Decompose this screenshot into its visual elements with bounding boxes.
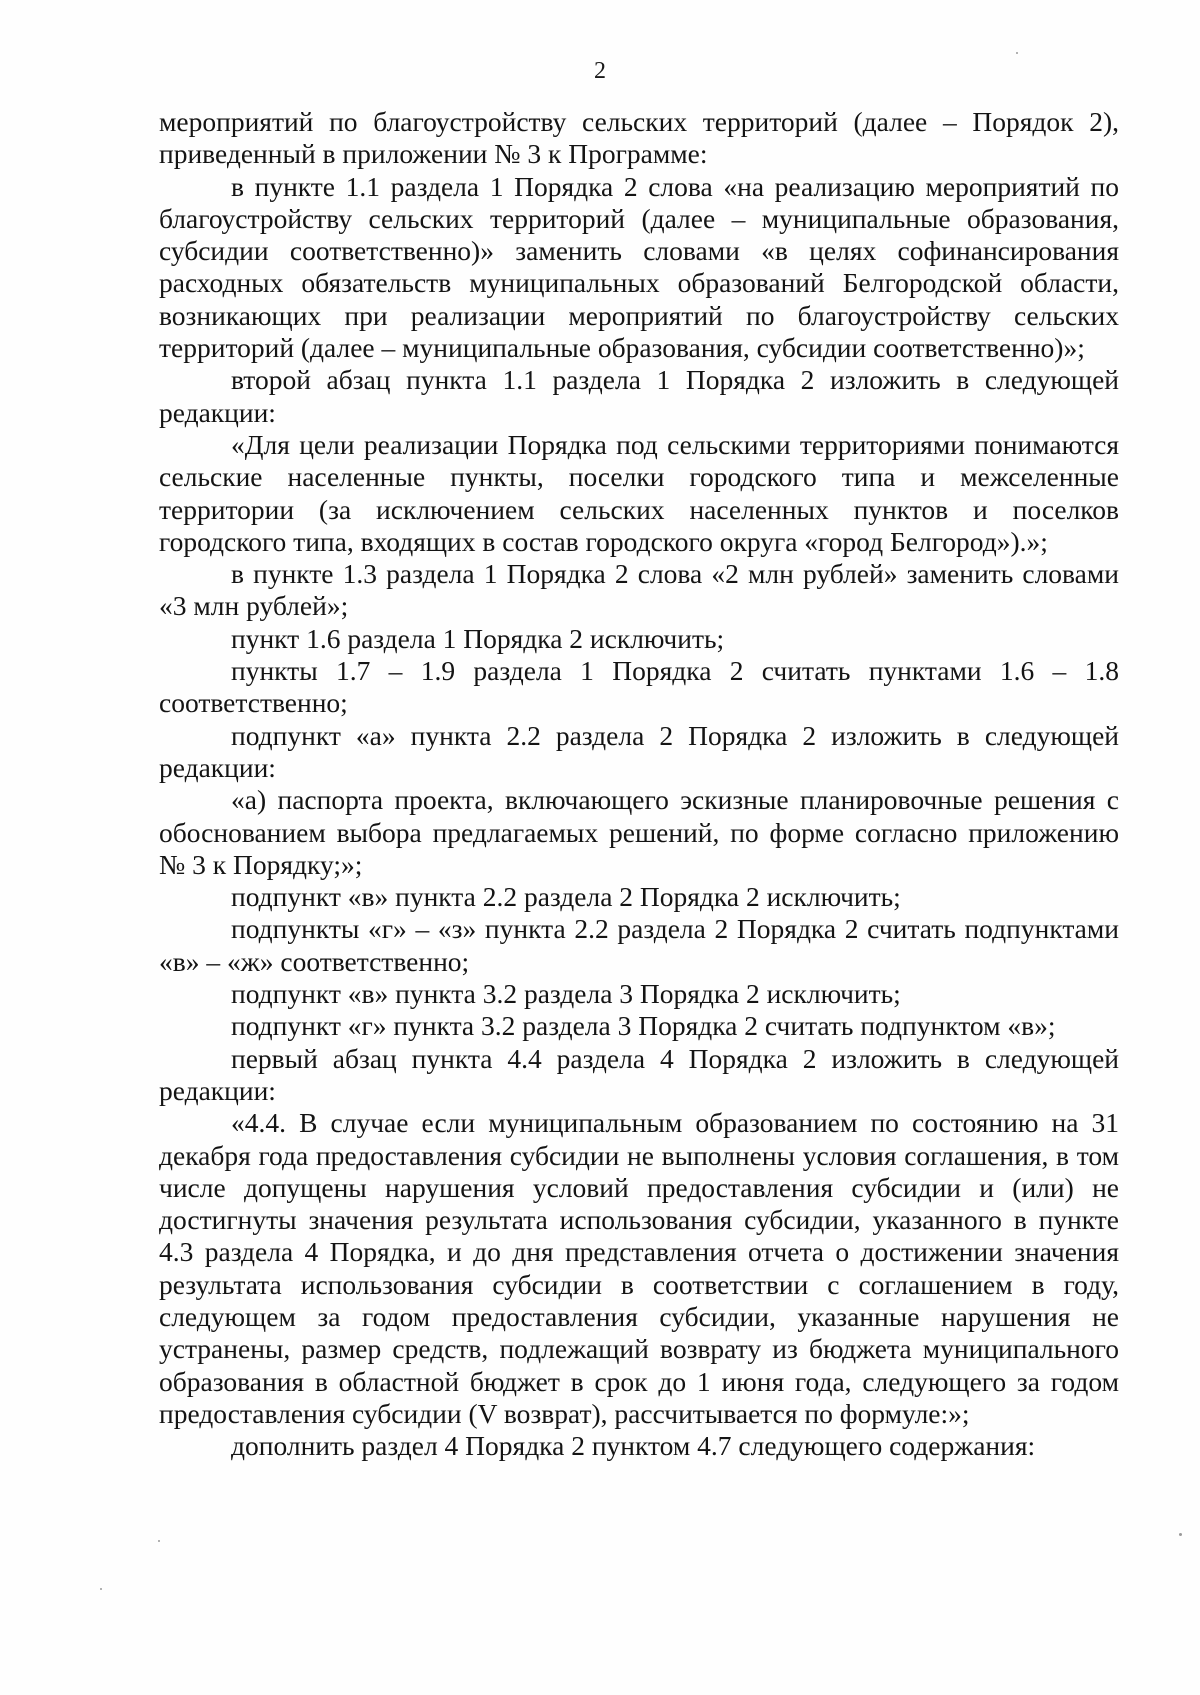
scan-speck (1179, 1533, 1182, 1536)
paragraph: подпункт «в» пункта 2.2 раздела 2 Порядка 2 исключить; (231, 881, 901, 913)
paragraph: подпункт «а» пункта 2.2 раздела 2 Порядка 2 изложить в следующей редакции: (159, 719, 1119, 783)
paragraph: в пункте 1.3 раздела 1 Порядка 2 слова «2 млн рублей» заменить словами «3 млн рублей»; (159, 558, 1119, 622)
paragraph: первый абзац пункта 4.4 раздела 4 Порядка 2 изложить в следующей редакции: (159, 1042, 1119, 1106)
paragraph: пункты 1.7 – 1.9 раздела 1 Порядка 2 считать пунктами 1.6 – 1.8 соответственно; (159, 655, 1119, 719)
paragraph: подпункт «в» пункта 3.2 раздела 3 Порядка 2 исключить; (231, 978, 901, 1010)
document-body (159, 106, 1119, 1462)
page-number: 2 (594, 58, 606, 84)
paragraph: подпункт «г» пункта 3.2 раздела 3 Порядка 2 считать подпунктом «в»; (231, 1010, 1056, 1042)
paragraph: пункт 1.6 раздела 1 Порядка 2 исключить; (231, 622, 725, 654)
scan-speck (1016, 52, 1018, 54)
paragraph: «а) паспорта проекта, включающего эскизные планировочные решения с обоснованием выбора предлагаемых решений, по форме согласно приложению № 3 к Порядку;»; (159, 784, 1119, 880)
paragraph: подпункты «г» – «з» пункта 2.2 раздела 2 Порядка 2 считать подпунктами «в» – «ж» соответственно; (159, 913, 1119, 977)
paragraph: в пункте 1.1 раздела 1 Порядка 2 слова «на реализацию мероприятий по благоустройству сельских территорий (далее – муниципальные образования, субсидии соответственно)» заменить словами «в целях софинансирования расходных обязательств муниципальных образований Белгородской области, возникающих при реализации мероприятий по благоустройству сельских территорий (далее – муниципальные образования, субсидии соответственно)»; (159, 170, 1119, 364)
paragraph: дополнить раздел 4 Порядка 2 пунктом 4.7 следующего содержания: (231, 1430, 1036, 1462)
paragraph: «Для цели реализации Порядка под сельскими территориями понимаются сельские населенные пункты, поселки городского типа и межселенные территории (за исключением сельских населенных пунктов и поселков городского типа, входящих в состав городского округа «город Белгород»).»; (159, 428, 1119, 557)
scan-speck (100, 1588, 102, 1590)
paragraph: мероприятий по благоустройству сельских территорий (далее – Порядок 2), приведенный в приложении № 3 к Программе: (159, 106, 1119, 170)
paragraph: второй абзац пункта 1.1 раздела 1 Порядка 2 изложить в следующей редакции: (159, 364, 1119, 428)
paragraph: «4.4. В случае если муниципальным образованием по состоянию на 31 декабря года предоставления субсидии не выполнены условия соглашения, в том числе допущены нарушения условий предоставления субсидии и (или) не достигнуты значения результата использования субсидии, указанного в пункте 4.3 раздела 4 Порядка, и до дня представления отчета о достижении значения результата использования субсидии в соответствии с соглашением в году, следующем за годом предоставления субсидии, указанные нарушения не устранены, размер средств, подлежащий возврату из бюджета муниципального образования в областной бюджет в срок до 1 июня года, следующего за годом предоставления субсидии (V возврат), рассчитывается по формуле:»; (159, 1107, 1119, 1429)
scan-speck (158, 1540, 160, 1542)
